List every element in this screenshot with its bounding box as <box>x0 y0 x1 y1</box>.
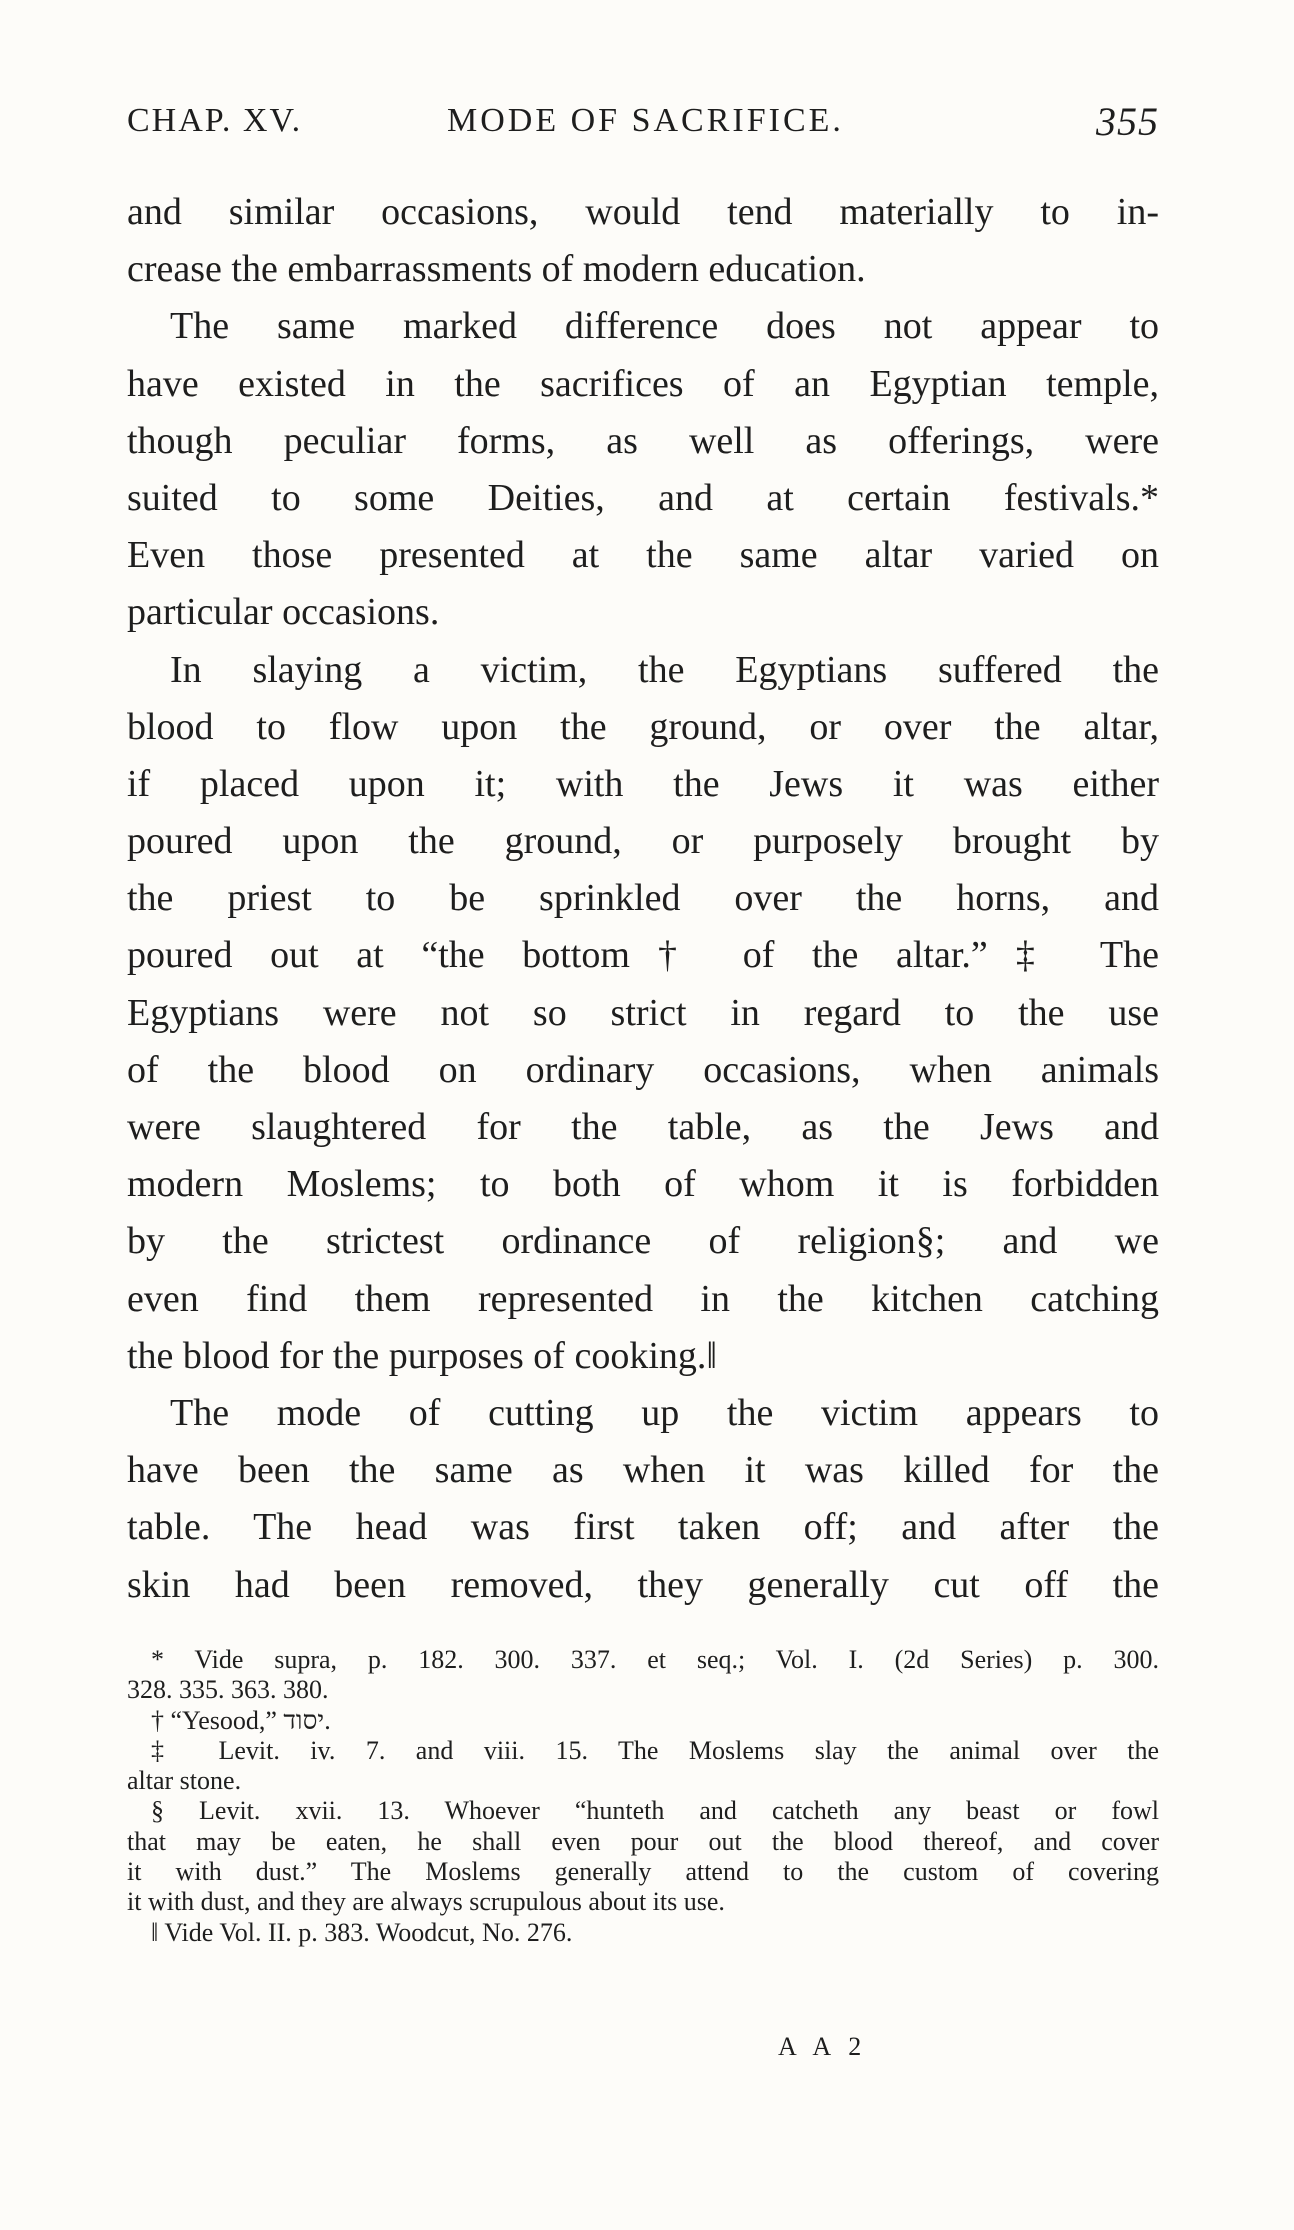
body-line: crease the embarrassments of modern education. <box>127 248 866 291</box>
body-line: modern Moslems; to both of whom it is forbidden <box>127 1163 1159 1206</box>
footnote-line: ‖ Vide Vol. II. p. 383. Woodcut, No. 276. <box>151 1917 573 1947</box>
body-text <box>127 184 1159 1614</box>
body-line: table. The head was first taken off; and after the <box>127 1506 1159 1549</box>
body-line: blood to flow upon the ground, or over the altar, <box>127 705 1159 748</box>
body-line: In slaying a victim, the Egyptians suffered the <box>170 648 1159 691</box>
body-line: poured upon the ground, or purposely brought by <box>127 820 1159 863</box>
body-line: particular occasions. <box>127 591 440 634</box>
body-line: though peculiar forms, as well as offerings, were <box>127 419 1159 462</box>
body-line: of the blood on ordinary occasions, when animals <box>127 1048 1159 1091</box>
footnote-line: † “Yesood,” יסוד. <box>151 1705 331 1735</box>
body-line: Even those presented at the same altar varied on <box>127 534 1159 577</box>
body-line: The same marked difference does not appear to <box>170 305 1159 348</box>
footnote-line: it with dust, and they are always scrupulous about its use. <box>127 1887 725 1917</box>
footnote-line: that may be eaten, he shall even pour out the blood thereof, and cover <box>127 1826 1159 1856</box>
page-title: MODE OF SACRIFICE. <box>447 102 844 139</box>
body-line: even find them represented in the kitchen catching <box>127 1277 1159 1320</box>
page-number: 355 <box>1096 99 1159 144</box>
body-line: suited to some Deities, and at certain festivals.* <box>127 476 1159 519</box>
body-line: the blood for the purposes of cooking.‖ <box>127 1334 718 1377</box>
body-line: by the strictest ordinance of religion§; and we <box>127 1220 1159 1263</box>
body-line: if placed upon it; with the Jews it was either <box>127 762 1159 805</box>
body-line: the priest to be sprinkled over the horns, and <box>127 877 1159 920</box>
body-line: poured out at “the bottom† of the altar.”‡ The <box>127 934 1159 977</box>
body-line: have existed in the sacrifices of an Egyptian temple, <box>127 362 1159 405</box>
running-head <box>127 99 1159 148</box>
chapter-label: CHAP. XV. <box>127 102 303 139</box>
footnote-line: ‡ Levit. iv. 7. and viii. 15. The Moslems slay the animal over the <box>151 1735 1159 1765</box>
footnote-line: altar stone. <box>127 1766 242 1796</box>
body-line: skin had been removed, they generally cut off the <box>127 1563 1159 1606</box>
footnote-line: 328. 335. 363. 380. <box>127 1675 329 1705</box>
body-line: have been the same as when it was killed for the <box>127 1449 1159 1492</box>
footnotes <box>127 1645 1159 1948</box>
footnote-line: it with dust.” The Moslems generally attend to the custom of covering <box>127 1857 1159 1887</box>
footnote-line: § Levit. xvii. 13. Whoever “hunteth and catcheth any beast or fowl <box>151 1796 1159 1826</box>
body-line: were slaughtered for the table, as the Jews and <box>127 1106 1159 1148</box>
body-line: The mode of cutting up the victim appears to <box>170 1391 1159 1434</box>
body-line: Egyptians were not so strict in regard to the use <box>127 991 1159 1034</box>
signature-mark: A A 2 <box>778 2032 868 2061</box>
footnote-line: * Vide supra, p. 182. 300. 337. et seq.; Vol. I. (2d Series) p. 300. <box>151 1645 1159 1674</box>
body-line: and similar occasions, would tend materially to in- <box>127 191 1159 233</box>
